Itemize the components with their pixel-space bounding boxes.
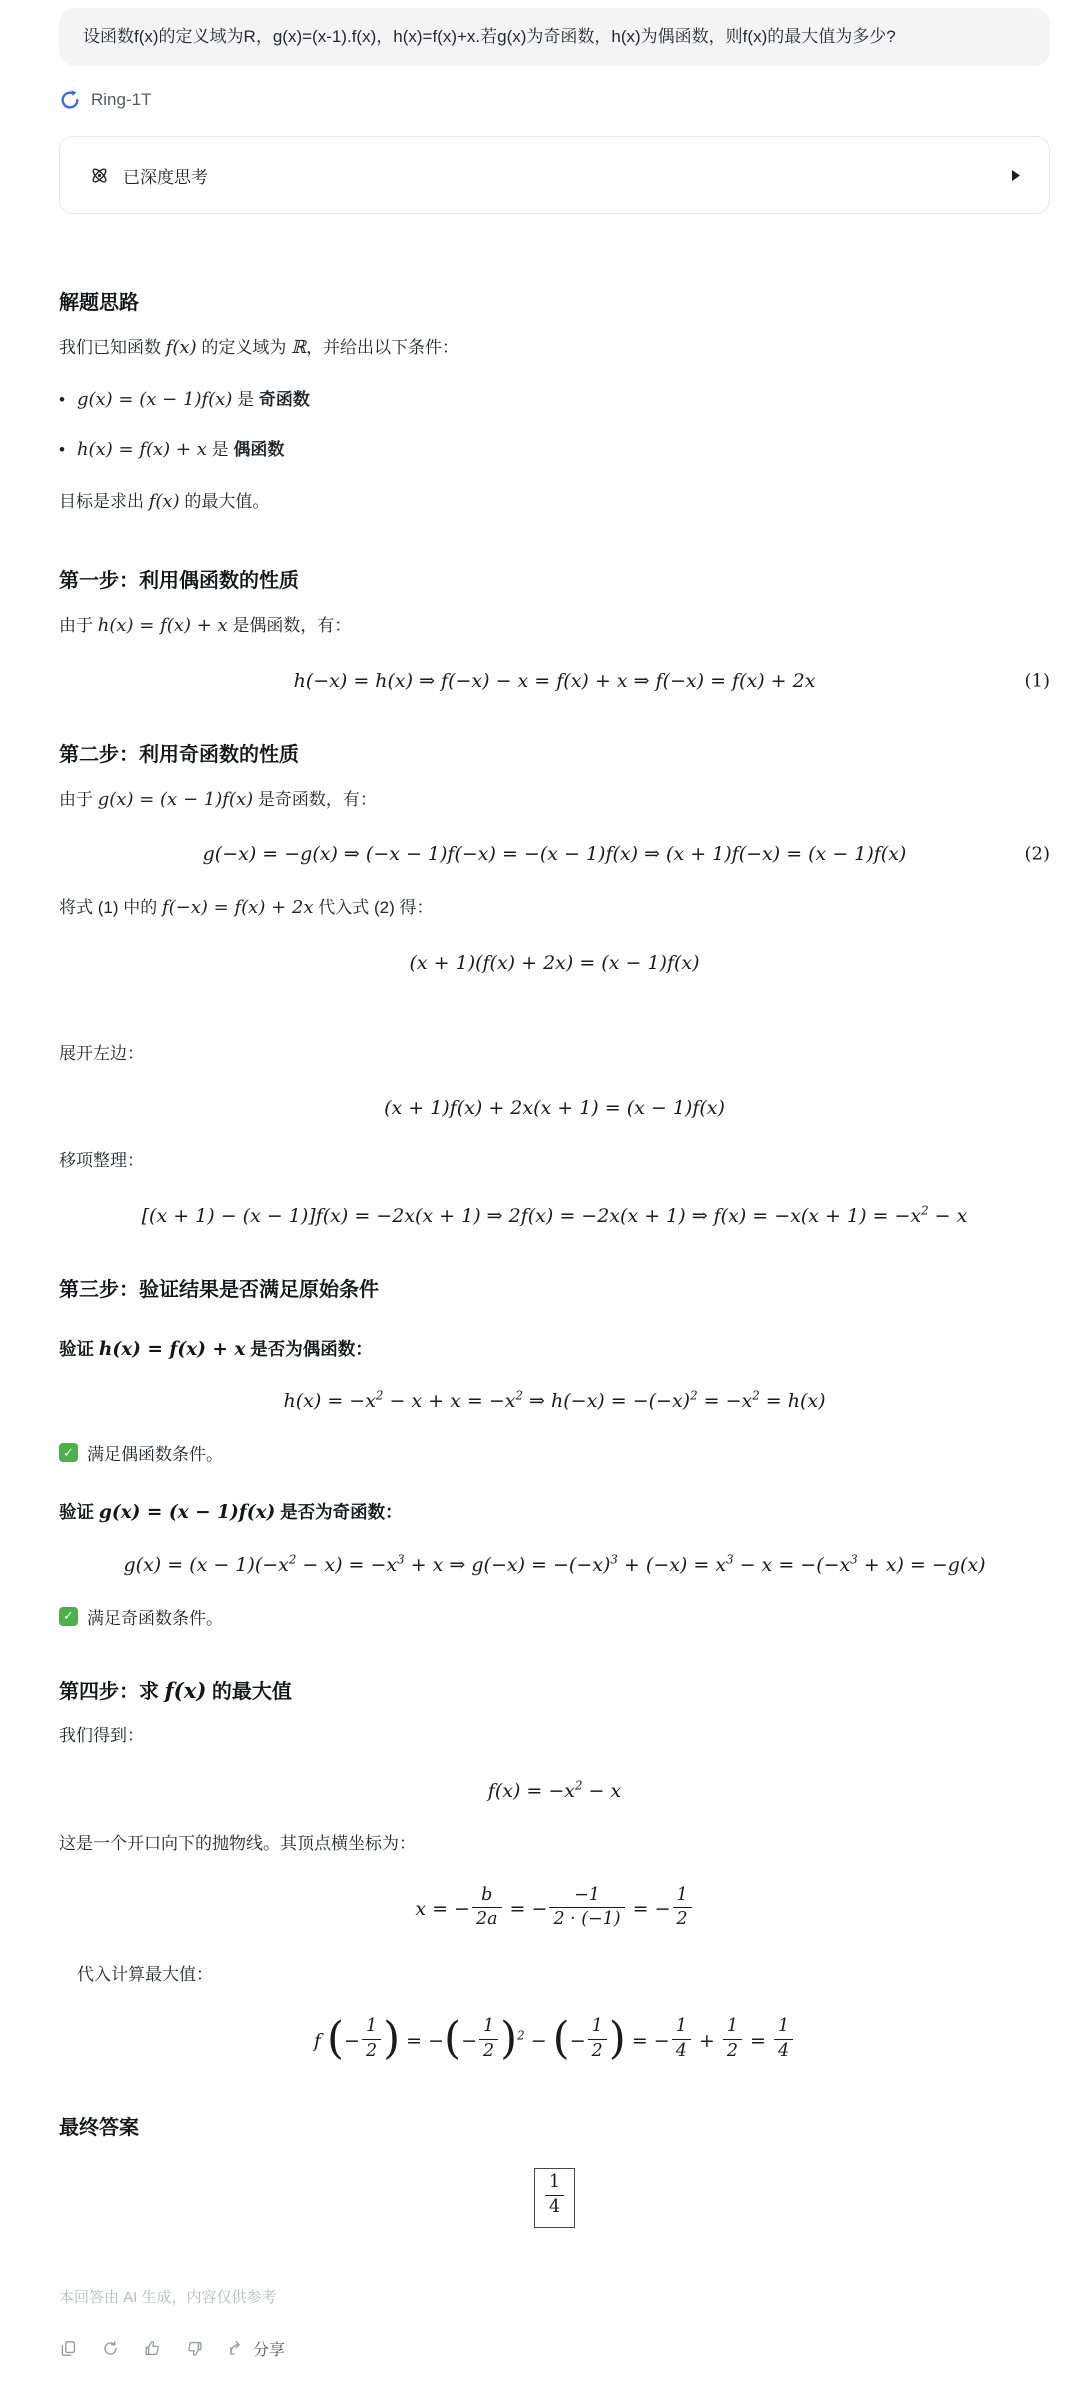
equation-content: (x + 1)f(x) + 2x(x + 1) = (x − 1)f(x) <box>384 1096 725 1119</box>
paragraph: 目标是求出 f(x) 的最大值。 <box>59 491 270 513</box>
inline-math: h(x) = f(x) + x <box>97 614 228 636</box>
math-equation <box>59 2168 1050 2228</box>
check-text: 满足偶函数条件。 <box>87 1445 223 1465</box>
math-equation <box>59 1884 1050 1934</box>
fraction: $\frac{1}{4}$ <box>774 2016 793 2063</box>
model-name: Ring-1T <box>91 90 152 109</box>
chevron-right-icon <box>1011 169 1021 182</box>
inline-math: g(x) = (x − 1)f(x) <box>76 388 233 410</box>
paragraph: 展开左边： <box>59 1043 144 1063</box>
deep-think-left <box>88 163 208 188</box>
fraction: $\frac{1}{4}$ <box>545 2172 564 2219</box>
inline-math: f(−x) = f(x) + 2x <box>161 897 314 919</box>
section-heading: 解题思路 <box>59 292 139 314</box>
check-icon <box>59 1607 78 1626</box>
paragraph: 由于 g(x) = (x − 1)f(x) 是奇函数，有： <box>59 788 377 810</box>
equation-content: f (− $\frac{1}{2}$ ) = −(− $\frac{1}{2}$ )$^2$ − (− $\frac{1}{2}$ ) = − $\frac{1}{4}$ + $\frac{1}{2}$ = $\frac{1}{4}$ <box>314 2030 795 2052</box>
math-equation <box>59 670 1050 692</box>
fraction: $\frac{1}{2}$ <box>479 2016 498 2063</box>
check-line <box>59 1440 1050 1465</box>
equation-content: $g(x) = (x - 1)(-x^2 - x) = -x^3 + x$ ⇒ $g(-x) = -(-x)^3 + (-x) = x^3 - x = -(-x^3 + x) = -g(x)$ <box>123 1552 986 1576</box>
paragraph: 将式 (1) 中的 f(−x) = f(x) + 2x 代入式 (2) 得： <box>59 897 434 919</box>
check-text: 满足奇函数条件。 <box>87 1608 223 1628</box>
equation-content: g(−x) = −g(x) ⇒ (−x − 1)f(−x) = −(x − 1)f(x) ⇒ (x + 1)f(−x) = (x − 1)f(x) <box>202 843 907 866</box>
share-label: 分享 <box>253 2341 286 2359</box>
math-equation <box>59 1552 1050 1575</box>
thumbs-up-icon <box>143 2339 162 2358</box>
bullet-text: h(x) = f(x) + x 是 偶函数 <box>76 439 285 461</box>
ai-disclaimer: 本回答由 AI 生成，内容仅供参考 <box>59 2288 277 2306</box>
section-heading: 第二步：利用奇函数的性质 <box>59 743 299 766</box>
user-question-text: 设函数f(x)的定义域为R，g(x)=(x-1).f(x)，h(x)=f(x)+x.若g(x)为奇函数，h(x)为偶函数，则f(x)的最大值为多少? <box>83 27 896 46</box>
equation-content: h(−x) = h(x) ⇒ f(−x) − x = f(x) + x ⇒ f(−x) = f(x) + 2x <box>293 669 816 692</box>
equation-content: (x + 1)(f(x) + 2x) = (x − 1)f(x) <box>409 951 700 974</box>
math-equation <box>59 1778 1050 1801</box>
refresh-icon <box>101 2339 120 2358</box>
inline-math: ℝ <box>291 337 307 358</box>
equation-content: $f(x) = -x^2 - x$ <box>487 1778 622 1802</box>
check-line <box>59 1604 1050 1629</box>
inline-math: f(x) <box>148 491 180 513</box>
regenerate-button[interactable] <box>101 2339 120 2358</box>
sub-heading: 验证 g(x) = (x − 1)f(x) 是否为奇函数： <box>59 1502 403 1524</box>
section-heading: 最终答案 <box>59 2116 139 2139</box>
boxed-answer <box>534 2168 575 2228</box>
equation-tag: (2) <box>1024 843 1050 865</box>
thumbs-down-icon <box>185 2339 204 2358</box>
copy-icon <box>59 2339 78 2358</box>
paragraph: 由于 h(x) = f(x) + x 是偶函数，有： <box>59 614 352 636</box>
action-bar <box>59 2337 1050 2360</box>
fraction: $\frac{1}{2}$ <box>362 2016 381 2063</box>
like-button[interactable] <box>143 2339 162 2358</box>
paragraph: 我们得到： <box>59 1725 144 1745</box>
fraction: $\frac{-1}{2 \cdot (-1)}$ <box>549 1885 624 1932</box>
answer-body <box>59 286 1050 2228</box>
equation-tag: (1) <box>1024 670 1050 691</box>
copy-button[interactable] <box>59 2339 78 2358</box>
paragraph: 代入计算最大值： <box>77 1965 213 1985</box>
bold-text: 奇函数 <box>258 389 310 409</box>
math-equation <box>59 2012 1050 2065</box>
section-heading: 第一步：利用偶函数的性质 <box>59 569 299 592</box>
bold-text: 偶函数 <box>233 440 285 460</box>
math-equation <box>59 1389 1050 1412</box>
math-equation <box>59 1097 1050 1119</box>
math-equation <box>59 843 1050 865</box>
bullet-dot: • <box>59 440 65 460</box>
inline-math: f(x) <box>165 337 197 358</box>
atom-icon <box>88 164 111 187</box>
section-heading: 第四步：求 f(x) 的最大值 <box>59 1677 292 1703</box>
inline-math: g(x) = (x − 1)f(x) <box>97 788 254 810</box>
bullet-text: g(x) = (x − 1)f(x) 是 奇函数 <box>76 388 310 410</box>
equation-content: [(x + 1) − (x − 1)]f(x) = −2x(x + 1) ⇒ 2f(x) = −2x(x + 1) ⇒ $f(x) = -x(x + 1) = -x^2 - x$ <box>141 1203 968 1227</box>
inline-math: h(x) = f(x) + x <box>76 439 207 461</box>
inline-math: f(x) <box>164 1677 207 1703</box>
inline-math: g(x) = (x − 1)f(x) <box>98 1502 276 1524</box>
paragraph: 这是一个开口向下的抛物线。其顶点横坐标为： <box>59 1833 416 1853</box>
share-button[interactable] <box>227 2337 285 2360</box>
ring-logo-icon <box>59 89 81 111</box>
fraction: $\frac{1}{2}$ <box>723 2016 742 2063</box>
user-message-bubble <box>59 8 1050 66</box>
math-equation <box>59 1204 1050 1227</box>
deep-think-toggle[interactable] <box>59 136 1050 214</box>
bullet-dot: • <box>59 389 65 409</box>
inline-math: h(x) = f(x) + x <box>98 1338 246 1360</box>
fraction: $\frac{1}{2}$ <box>588 2016 607 2063</box>
section-heading: 第三步：验证结果是否满足原始条件 <box>59 1278 379 1301</box>
sub-heading: 验证 h(x) = f(x) + x 是否为偶函数： <box>59 1338 373 1360</box>
bullet-item <box>59 436 1050 465</box>
equation-content: $h(x) = -x^2 - x + x = -x^2$ ⇒ $h(-x) = -(-x)^2 = -x^2 = h(x)$ <box>283 1388 826 1413</box>
fraction: $\frac{1}{4}$ <box>672 2016 691 2063</box>
math-equation <box>59 952 1050 974</box>
dislike-button[interactable] <box>185 2339 204 2358</box>
paragraph: 我们已知函数 f(x) 的定义域为 ℝ，并给出以下条件： <box>59 337 460 358</box>
model-header <box>59 89 1050 111</box>
deep-think-label: 已深度思考 <box>123 167 208 187</box>
paragraph: 移项整理： <box>59 1150 144 1170</box>
fraction: $\frac{b}{2a}$ <box>472 1885 502 1932</box>
check-icon <box>59 1443 78 1462</box>
bullet-item <box>59 386 1050 415</box>
equation-content: x = − $\frac{b}{2a}$ = − $\frac{-1}{2 \cdot (-1)}$ = − $\frac{1}{2}$ <box>415 1898 693 1920</box>
share-icon <box>227 2339 246 2358</box>
fraction: $\frac{1}{2}$ <box>673 1885 692 1932</box>
